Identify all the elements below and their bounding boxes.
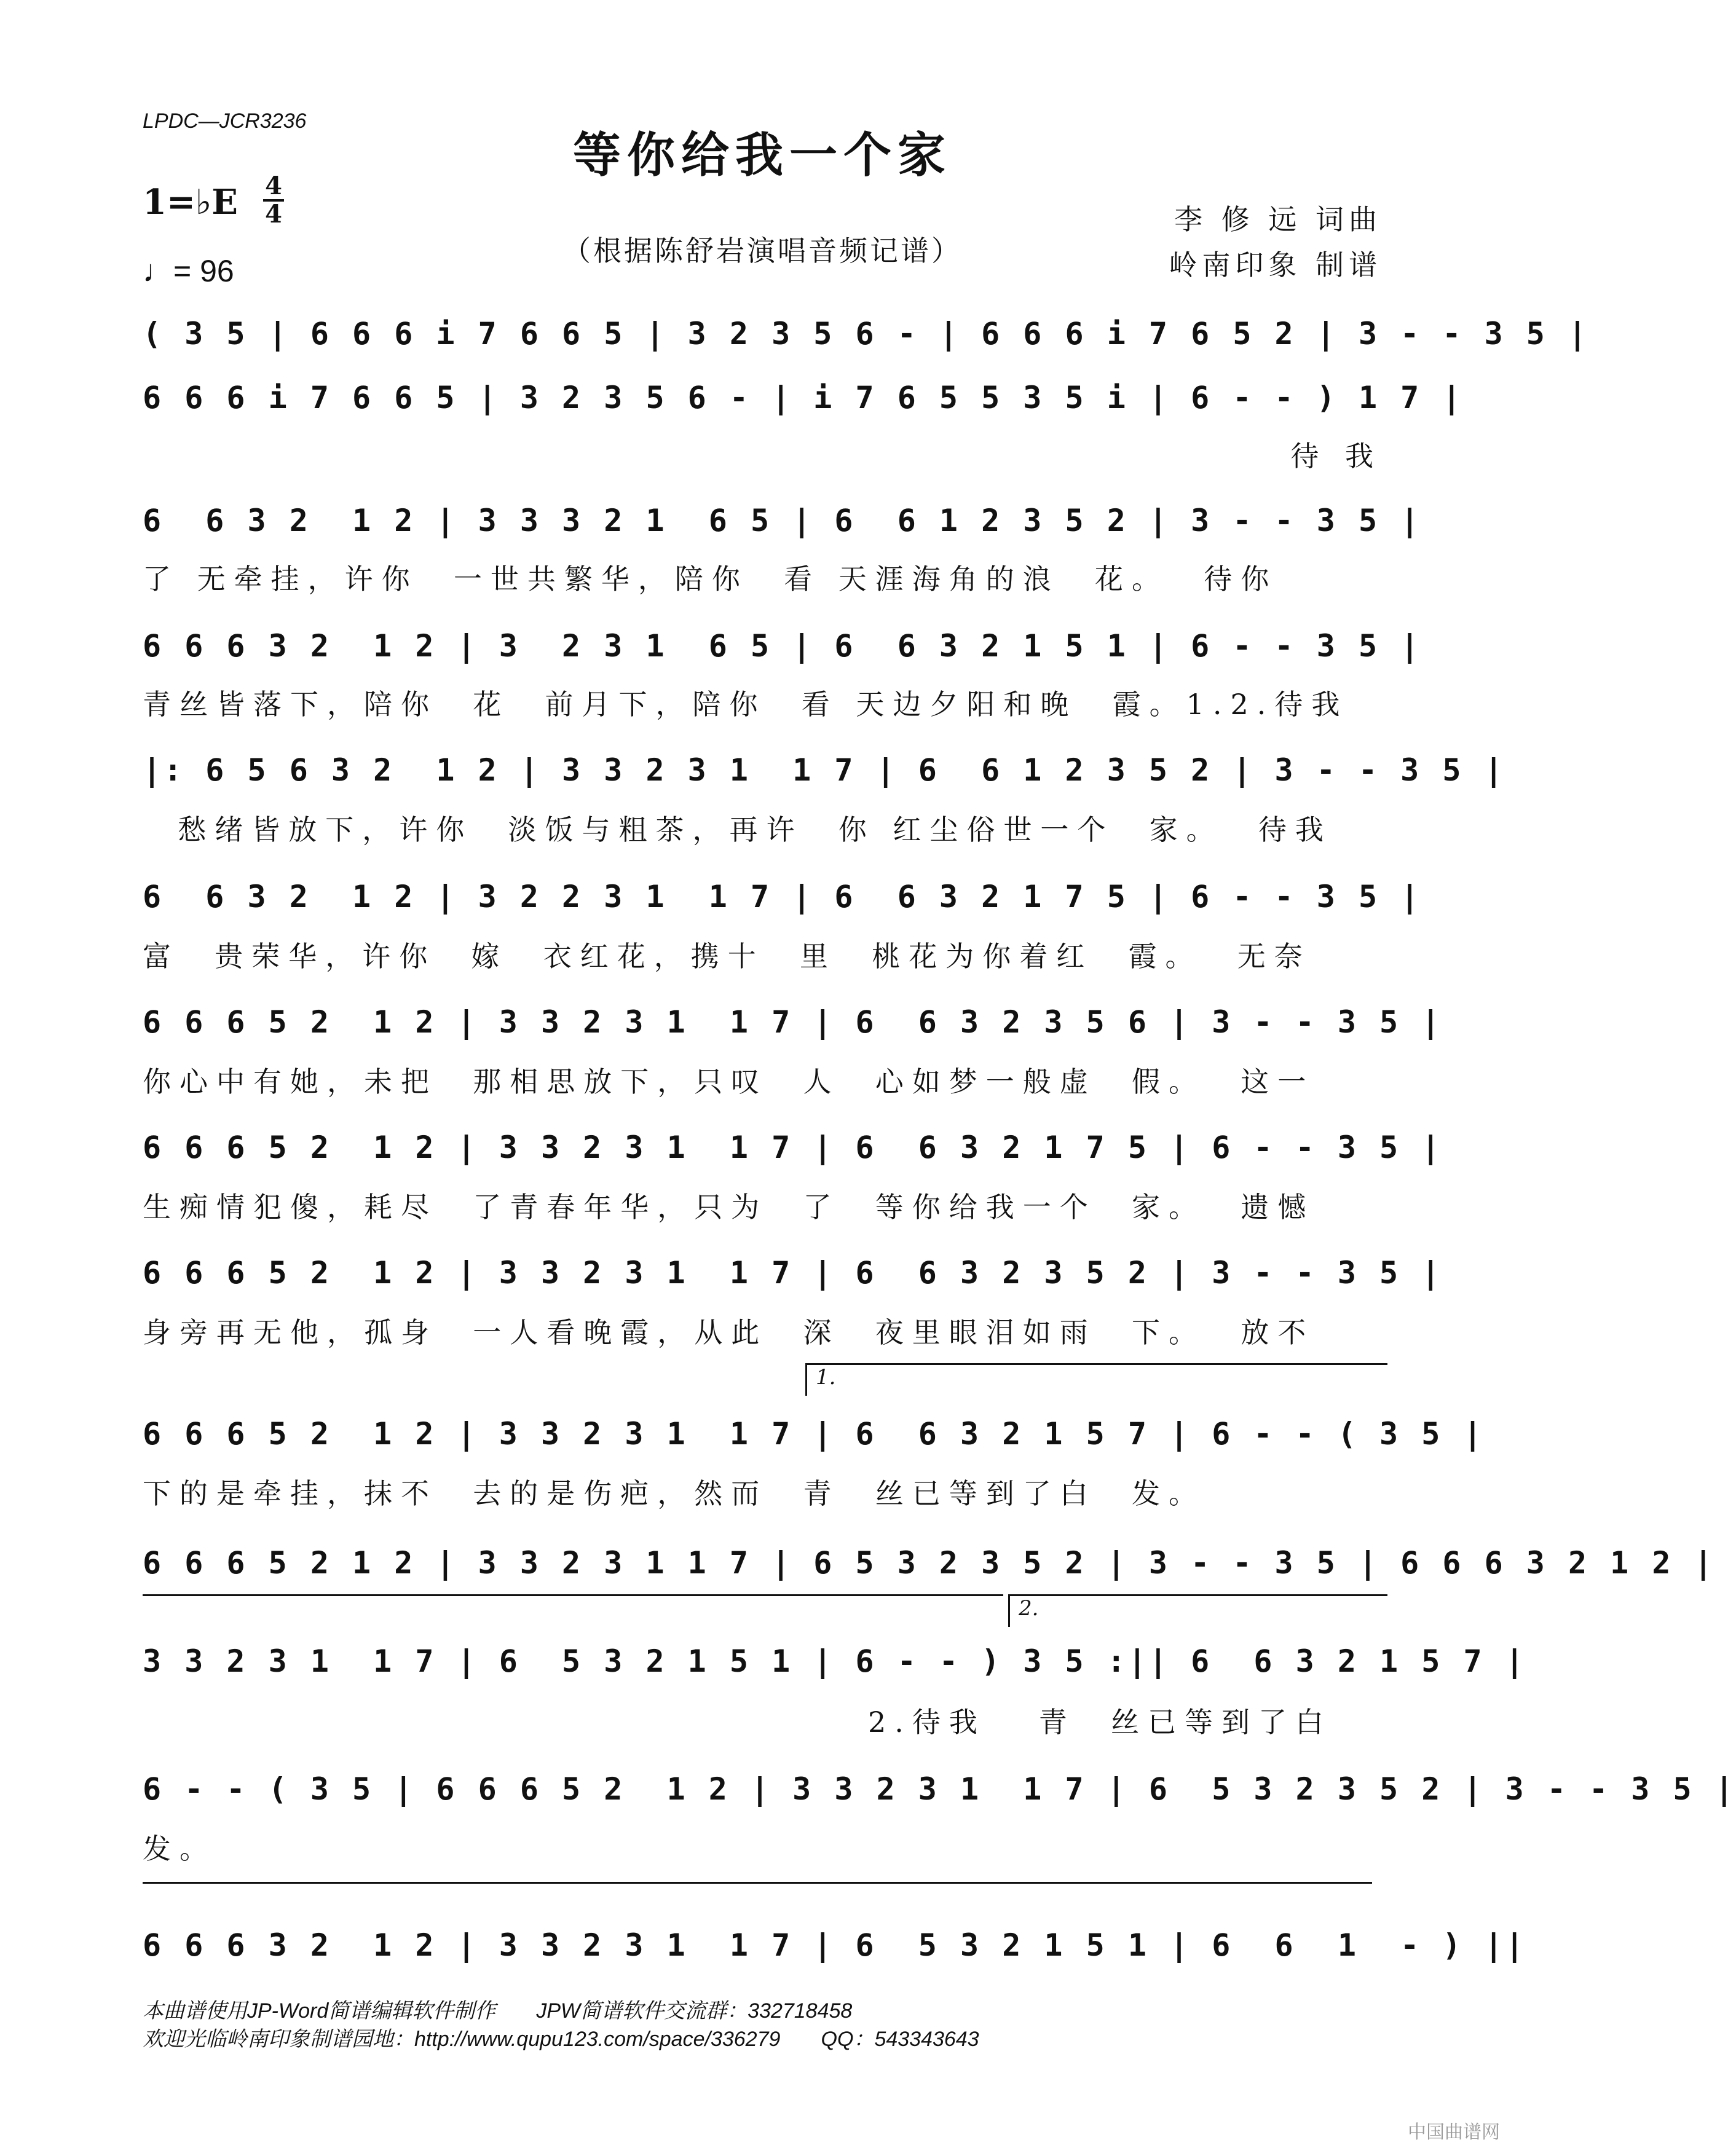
composer: 李 修 远 词曲 [1174, 203, 1382, 236]
score-row-11-notes: 6 6 6 5 2 1 2 | 3 3 2 3 1 1 7 | 6 5 3 2 3 5 2 | 3 - - 3 5 | 6 6 6 3 2 1 2 | [143, 1545, 1715, 1581]
meter-bottom: 4 [265, 200, 282, 229]
arranger: 岭南印象 制谱 [1169, 248, 1382, 281]
footer-line-2: 欢迎光临岭南印象制谱园地：http://www.qupu123.com/space/336279 QQ：543343643 [143, 2028, 979, 2051]
song-title: 等你给我一个家 [572, 127, 952, 183]
score-row-10-lyric: 下的是牵挂，抹不 去的是伤疤，然而 青 丝已等到了白 发。 [143, 1477, 1205, 1510]
key-signature: 1=♭E [143, 182, 238, 222]
tempo-mark: ♩= 96 [143, 254, 234, 288]
score-row-13-lyric: 发。 [143, 1832, 216, 1865]
time-signature [263, 173, 284, 227]
score-row-7-lyric: 你心中有她，未把 那相思放下，只叹 人 心如梦一般虚 假。 这一 [143, 1065, 1315, 1098]
subtitle: （根据陈舒岩演唱音频记谱） [562, 234, 962, 267]
score-row-8-lyric: 生痴情犯傻，耗尽 了青春年华，只为 了 等你给我一个 家。 遗憾 [143, 1190, 1315, 1224]
credits [1169, 197, 1382, 288]
score-row-8-notes: 6 6 6 5 2 1 2 | 3 3 2 3 1 1 7 | 6 6 3 2 1 7 5 | 6 - - 3 5 | [143, 1130, 1443, 1165]
score-row-14-notes: 6 6 6 3 2 1 2 | 3 3 2 3 1 1 7 | 6 5 3 2 1 5 1 | 6 6 1 - ) || [143, 1927, 1526, 1963]
footer-line-1: 本曲谱使用JP-Word简谱编辑软件制作 JPW简谱软件交流群：332718458 [143, 1999, 853, 2023]
score-row-3-lyric: 了 无牵挂，许你 一世共繁华，陪你 看 天涯海角的浪 花。 待你 [143, 562, 1278, 596]
score-row-9-lyric: 身旁再无他，孤身 一人看晚霞，从此 深 夜里眼泪如雨 下。 放不 [143, 1316, 1315, 1349]
score-row-5-notes: |: 6 5 6 3 2 1 2 | 3 3 2 3 1 1 7 | 6 6 1 2 3 5 2 | 3 - - 3 5 | [143, 752, 1505, 788]
score-row-5-lyric: 愁绪皆放下，许你 淡饭与粗茶，再许 你 红尘俗世一个 家。 待我 [143, 813, 1332, 846]
score-row-10-notes: 6 6 6 5 2 1 2 | 3 3 2 3 1 1 7 | 6 6 3 2 1 5 7 | 6 - - ( 3 5 | [143, 1416, 1485, 1452]
score-row-3-notes: 6 6 3 2 1 2 | 3 3 3 2 1 6 5 | 6 6 1 2 3 5 2 | 3 - - 3 5 | [143, 503, 1422, 538]
score-row-9-notes: 6 6 6 5 2 1 2 | 3 3 2 3 1 1 7 | 6 6 3 2 3 5 2 | 3 - - 3 5 | [143, 1255, 1443, 1291]
volta-second: 2. [1008, 1594, 1387, 1627]
score-code: LPDC—JCR3236 [143, 109, 307, 133]
score-row-1-notes: ( 3 5 | 6 6 6 i 7 6 6 5 | 3 2 3 5 6 - | 6 6 6 i 7 6 5 2 | 3 - - 3 5 | [143, 316, 1590, 352]
score-row-6-lyric: 富 贵荣华，许你 嫁 衣红花，携十 里 桃花为你着红 霞。 无奈 [143, 940, 1311, 973]
meter-top: 4 [265, 171, 282, 200]
score-row-2-notes: 6 6 6 i 7 6 6 5 | 3 2 3 5 6 - | i 7 6 5 5 3 5 i | 6 - - ) 1 7 | [143, 380, 1464, 415]
score-row-12-lyric: 2.待我 青 丝已等到了白 [868, 1706, 1332, 1739]
score-row-2-lyric: 待 我 [1290, 439, 1382, 473]
score-row-7-notes: 6 6 6 5 2 1 2 | 3 3 2 3 1 1 7 | 6 6 3 2 3 5 6 | 3 - - 3 5 | [143, 1004, 1443, 1040]
score-row-4-notes: 6 6 6 3 2 1 2 | 3 2 3 1 6 5 | 6 6 3 2 1 5 1 | 6 - - 3 5 | [143, 628, 1422, 664]
score-row-13-notes: 6 - - ( 3 5 | 6 6 6 5 2 1 2 | 3 3 2 3 1 1 7 | 6 5 3 2 3 5 2 | 3 - - 3 5 | [143, 1771, 1736, 1807]
watermark: 中国曲谱网 [1408, 2122, 1500, 2143]
score-row-6-notes: 6 6 3 2 1 2 | 3 2 2 3 1 1 7 | 6 6 3 2 1 7 5 | 6 - - 3 5 | [143, 879, 1422, 915]
volta-first: 1. [805, 1363, 1387, 1396]
volta-line [143, 1594, 1003, 1596]
score-row-4-lyric: 青丝皆落下，陪你 花 前月下，陪你 看 天边夕阳和晚 霞。1.2.待我 [143, 688, 1349, 721]
ending-rule [143, 1882, 1372, 1884]
score-row-12-notes: 3 3 2 3 1 1 7 | 6 5 3 2 1 5 1 | 6 - - ) 3 5 :|| 6 6 3 2 1 5 7 | [143, 1643, 1526, 1679]
